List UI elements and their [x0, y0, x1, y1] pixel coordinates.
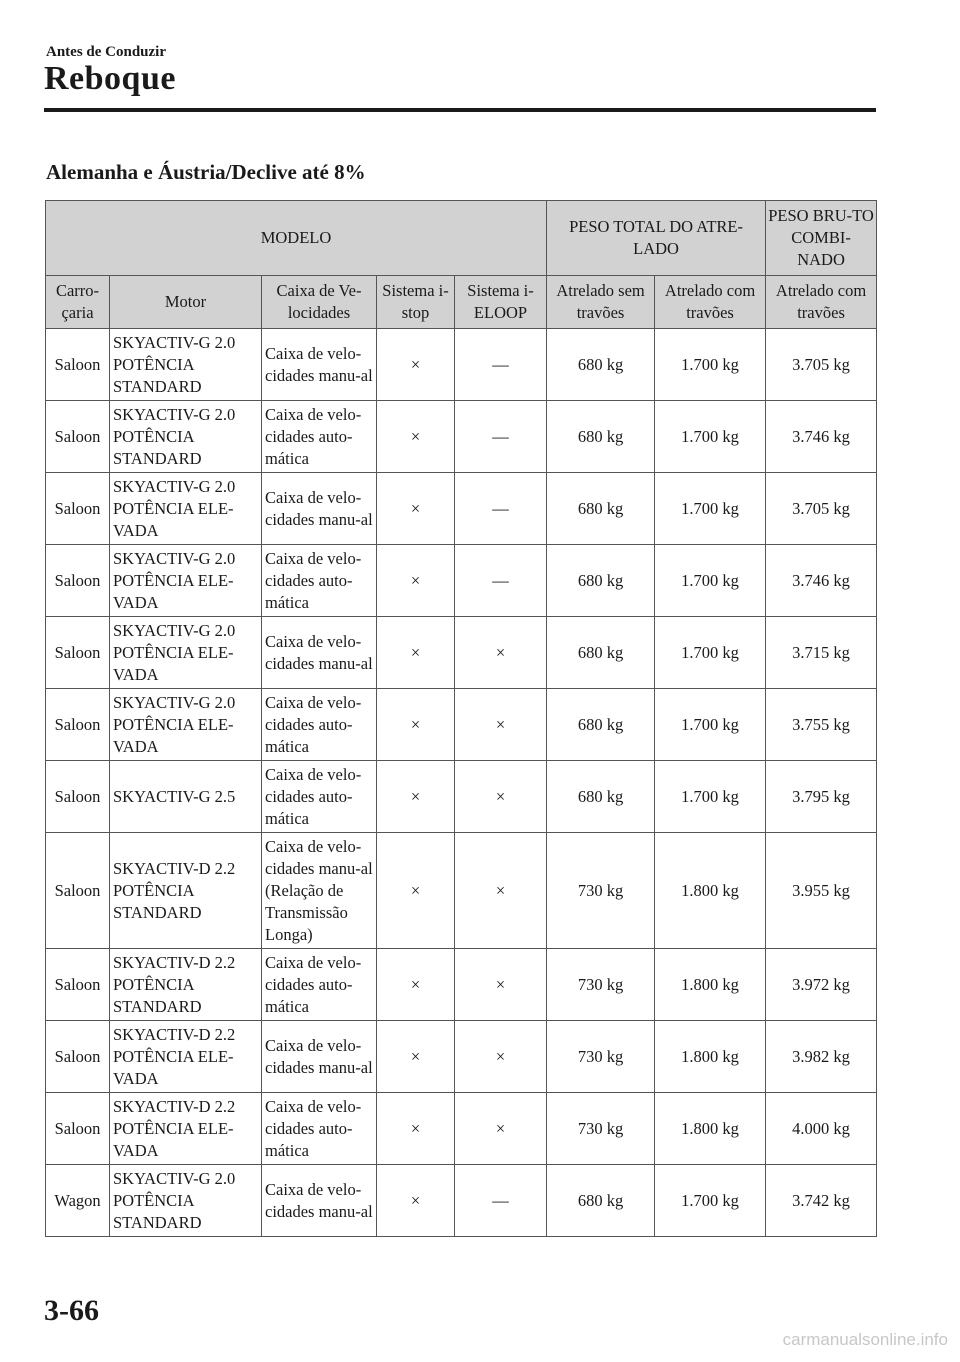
column-header-body: Carro-çaria — [46, 276, 110, 329]
column-header-gearbox: Caixa de Ve-locidades — [262, 276, 377, 329]
cell-combined-weight: 3.982 kg — [766, 1021, 877, 1093]
cell-istop: × — [377, 949, 455, 1021]
cell-unbraked-weight: 680 kg — [547, 545, 655, 617]
column-header-motor: Motor — [110, 276, 262, 329]
cell-ieloop: — — [455, 473, 547, 545]
cell-gearbox: Caixa de velo-cidades manu-al — [262, 1165, 377, 1237]
header-total-trailer-weight: PESO TOTAL DO ATRE-LADO — [547, 201, 766, 276]
table-row — [46, 949, 877, 1021]
cell-ieloop: × — [455, 1093, 547, 1165]
header-model: MODELO — [46, 201, 547, 276]
cell-unbraked-weight: 730 kg — [547, 833, 655, 949]
cell-ieloop: × — [455, 833, 547, 949]
cell-unbraked-weight: 680 kg — [547, 1165, 655, 1237]
cell-gearbox: Caixa de velo-cidades auto-mática — [262, 401, 377, 473]
cell-motor: SKYACTIV-G 2.0 POTÊNCIA ELE-VADA — [110, 473, 262, 545]
cell-istop: × — [377, 473, 455, 545]
cell-braked-weight: 1.800 kg — [655, 1021, 766, 1093]
table-row — [46, 1093, 877, 1165]
table-row — [46, 761, 877, 833]
cell-ieloop: × — [455, 761, 547, 833]
cell-ieloop: — — [455, 545, 547, 617]
cell-motor: SKYACTIV-G 2.0 POTÊNCIA STANDARD — [110, 329, 262, 401]
cell-braked-weight: 1.700 kg — [655, 473, 766, 545]
cell-combined-weight: 3.715 kg — [766, 617, 877, 689]
cell-body: Saloon — [46, 833, 110, 949]
cell-motor: SKYACTIV-D 2.2 POTÊNCIA ELE-VADA — [110, 1093, 262, 1165]
section-heading: Alemanha e Áustria/Declive até 8% — [46, 160, 366, 184]
cell-istop: × — [377, 1093, 455, 1165]
cell-ieloop: — — [455, 1165, 547, 1237]
cell-istop: × — [377, 401, 455, 473]
cell-body: Saloon — [46, 545, 110, 617]
cell-braked-weight: 1.700 kg — [655, 401, 766, 473]
section-label: Antes de Conduzir — [46, 44, 167, 60]
cell-gearbox: Caixa de velo-cidades manu-al (Relação de Transmissão Longa) — [262, 833, 377, 949]
cell-motor: SKYACTIV-G 2.5 — [110, 761, 262, 833]
cell-combined-weight: 3.955 kg — [766, 833, 877, 949]
page-number: 3-66 — [44, 1294, 99, 1327]
cell-ieloop: × — [455, 1021, 547, 1093]
cell-gearbox: Caixa de velo-cidades auto-mática — [262, 949, 377, 1021]
cell-gearbox: Caixa de velo-cidades auto-mática — [262, 761, 377, 833]
cell-braked-weight: 1.800 kg — [655, 1093, 766, 1165]
page-title: Reboque — [44, 60, 176, 97]
cell-body: Saloon — [46, 617, 110, 689]
cell-combined-weight: 3.705 kg — [766, 473, 877, 545]
cell-gearbox: Caixa de velo-cidades auto-mática — [262, 689, 377, 761]
cell-istop: × — [377, 329, 455, 401]
cell-body: Saloon — [46, 949, 110, 1021]
cell-braked-weight: 1.800 kg — [655, 949, 766, 1021]
column-header-ieloop: Sistema i-ELOOP — [455, 276, 547, 329]
table-row — [46, 833, 877, 949]
cell-combined-weight: 3.746 kg — [766, 545, 877, 617]
cell-ieloop: × — [455, 949, 547, 1021]
cell-combined-weight: 3.795 kg — [766, 761, 877, 833]
cell-body: Wagon — [46, 1165, 110, 1237]
cell-braked-weight: 1.800 kg — [655, 833, 766, 949]
cell-istop: × — [377, 1165, 455, 1237]
watermark: carmanualsonline.info — [782, 1330, 948, 1349]
cell-gearbox: Caixa de velo-cidades auto-mática — [262, 545, 377, 617]
cell-braked-weight: 1.700 kg — [655, 617, 766, 689]
cell-body: Saloon — [46, 329, 110, 401]
cell-gearbox: Caixa de velo-cidades manu-al — [262, 473, 377, 545]
cell-gearbox: Caixa de velo-cidades manu-al — [262, 329, 377, 401]
cell-istop: × — [377, 833, 455, 949]
cell-motor: SKYACTIV-G 2.0 POTÊNCIA ELE-VADA — [110, 545, 262, 617]
table-row — [46, 617, 877, 689]
cell-unbraked-weight: 730 kg — [547, 1021, 655, 1093]
cell-gearbox: Caixa de velo-cidades auto-mática — [262, 1093, 377, 1165]
cell-braked-weight: 1.700 kg — [655, 1165, 766, 1237]
cell-gearbox: Caixa de velo-cidades manu-al — [262, 617, 377, 689]
cell-motor: SKYACTIV-D 2.2 POTÊNCIA STANDARD — [110, 833, 262, 949]
cell-motor: SKYACTIV-G 2.0 POTÊNCIA ELE-VADA — [110, 617, 262, 689]
cell-unbraked-weight: 680 kg — [547, 617, 655, 689]
column-header-unbraked: Atrelado sem travões — [547, 276, 655, 329]
cell-braked-weight: 1.700 kg — [655, 689, 766, 761]
table-row — [46, 1165, 877, 1237]
cell-motor: SKYACTIV-G 2.0 POTÊNCIA STANDARD — [110, 1165, 262, 1237]
cell-braked-weight: 1.700 kg — [655, 545, 766, 617]
cell-body: Saloon — [46, 1093, 110, 1165]
cell-body: Saloon — [46, 761, 110, 833]
cell-combined-weight: 3.742 kg — [766, 1165, 877, 1237]
cell-body: Saloon — [46, 473, 110, 545]
cell-combined-weight: 3.755 kg — [766, 689, 877, 761]
cell-istop: × — [377, 1021, 455, 1093]
cell-combined-weight: 3.972 kg — [766, 949, 877, 1021]
cell-unbraked-weight: 680 kg — [547, 473, 655, 545]
cell-body: Saloon — [46, 689, 110, 761]
cell-unbraked-weight: 680 kg — [547, 689, 655, 761]
cell-istop: × — [377, 689, 455, 761]
towing-weights-table — [45, 200, 877, 1237]
cell-unbraked-weight: 680 kg — [547, 401, 655, 473]
table-row — [46, 1021, 877, 1093]
cell-ieloop: — — [455, 401, 547, 473]
table-row — [46, 473, 877, 545]
cell-combined-weight: 3.746 kg — [766, 401, 877, 473]
cell-body: Saloon — [46, 1021, 110, 1093]
table-row — [46, 329, 877, 401]
header-divider — [44, 108, 876, 112]
cell-unbraked-weight: 680 kg — [547, 329, 655, 401]
cell-braked-weight: 1.700 kg — [655, 329, 766, 401]
cell-unbraked-weight: 730 kg — [547, 949, 655, 1021]
cell-combined-weight: 3.705 kg — [766, 329, 877, 401]
cell-gearbox: Caixa de velo-cidades manu-al — [262, 1021, 377, 1093]
cell-unbraked-weight: 730 kg — [547, 1093, 655, 1165]
cell-combined-weight: 4.000 kg — [766, 1093, 877, 1165]
header-gross-combined-weight: PESO BRU-TO COMBI-NADO — [766, 201, 877, 276]
column-header-combined-braked: Atrelado com travões — [766, 276, 877, 329]
cell-motor: SKYACTIV-D 2.2 POTÊNCIA ELE-VADA — [110, 1021, 262, 1093]
table-row — [46, 545, 877, 617]
cell-body: Saloon — [46, 401, 110, 473]
cell-unbraked-weight: 680 kg — [547, 761, 655, 833]
table-row — [46, 401, 877, 473]
cell-ieloop: × — [455, 617, 547, 689]
cell-motor: SKYACTIV-G 2.0 POTÊNCIA STANDARD — [110, 401, 262, 473]
cell-motor: SKYACTIV-D 2.2 POTÊNCIA STANDARD — [110, 949, 262, 1021]
column-header-braked: Atrelado com travões — [655, 276, 766, 329]
cell-braked-weight: 1.700 kg — [655, 761, 766, 833]
cell-istop: × — [377, 545, 455, 617]
column-header-istop: Sistema i-stop — [377, 276, 455, 329]
table-body — [46, 329, 877, 1237]
cell-istop: × — [377, 617, 455, 689]
cell-motor: SKYACTIV-G 2.0 POTÊNCIA ELE-VADA — [110, 689, 262, 761]
table-row — [46, 689, 877, 761]
cell-ieloop: — — [455, 329, 547, 401]
cell-ieloop: × — [455, 689, 547, 761]
cell-istop: × — [377, 761, 455, 833]
